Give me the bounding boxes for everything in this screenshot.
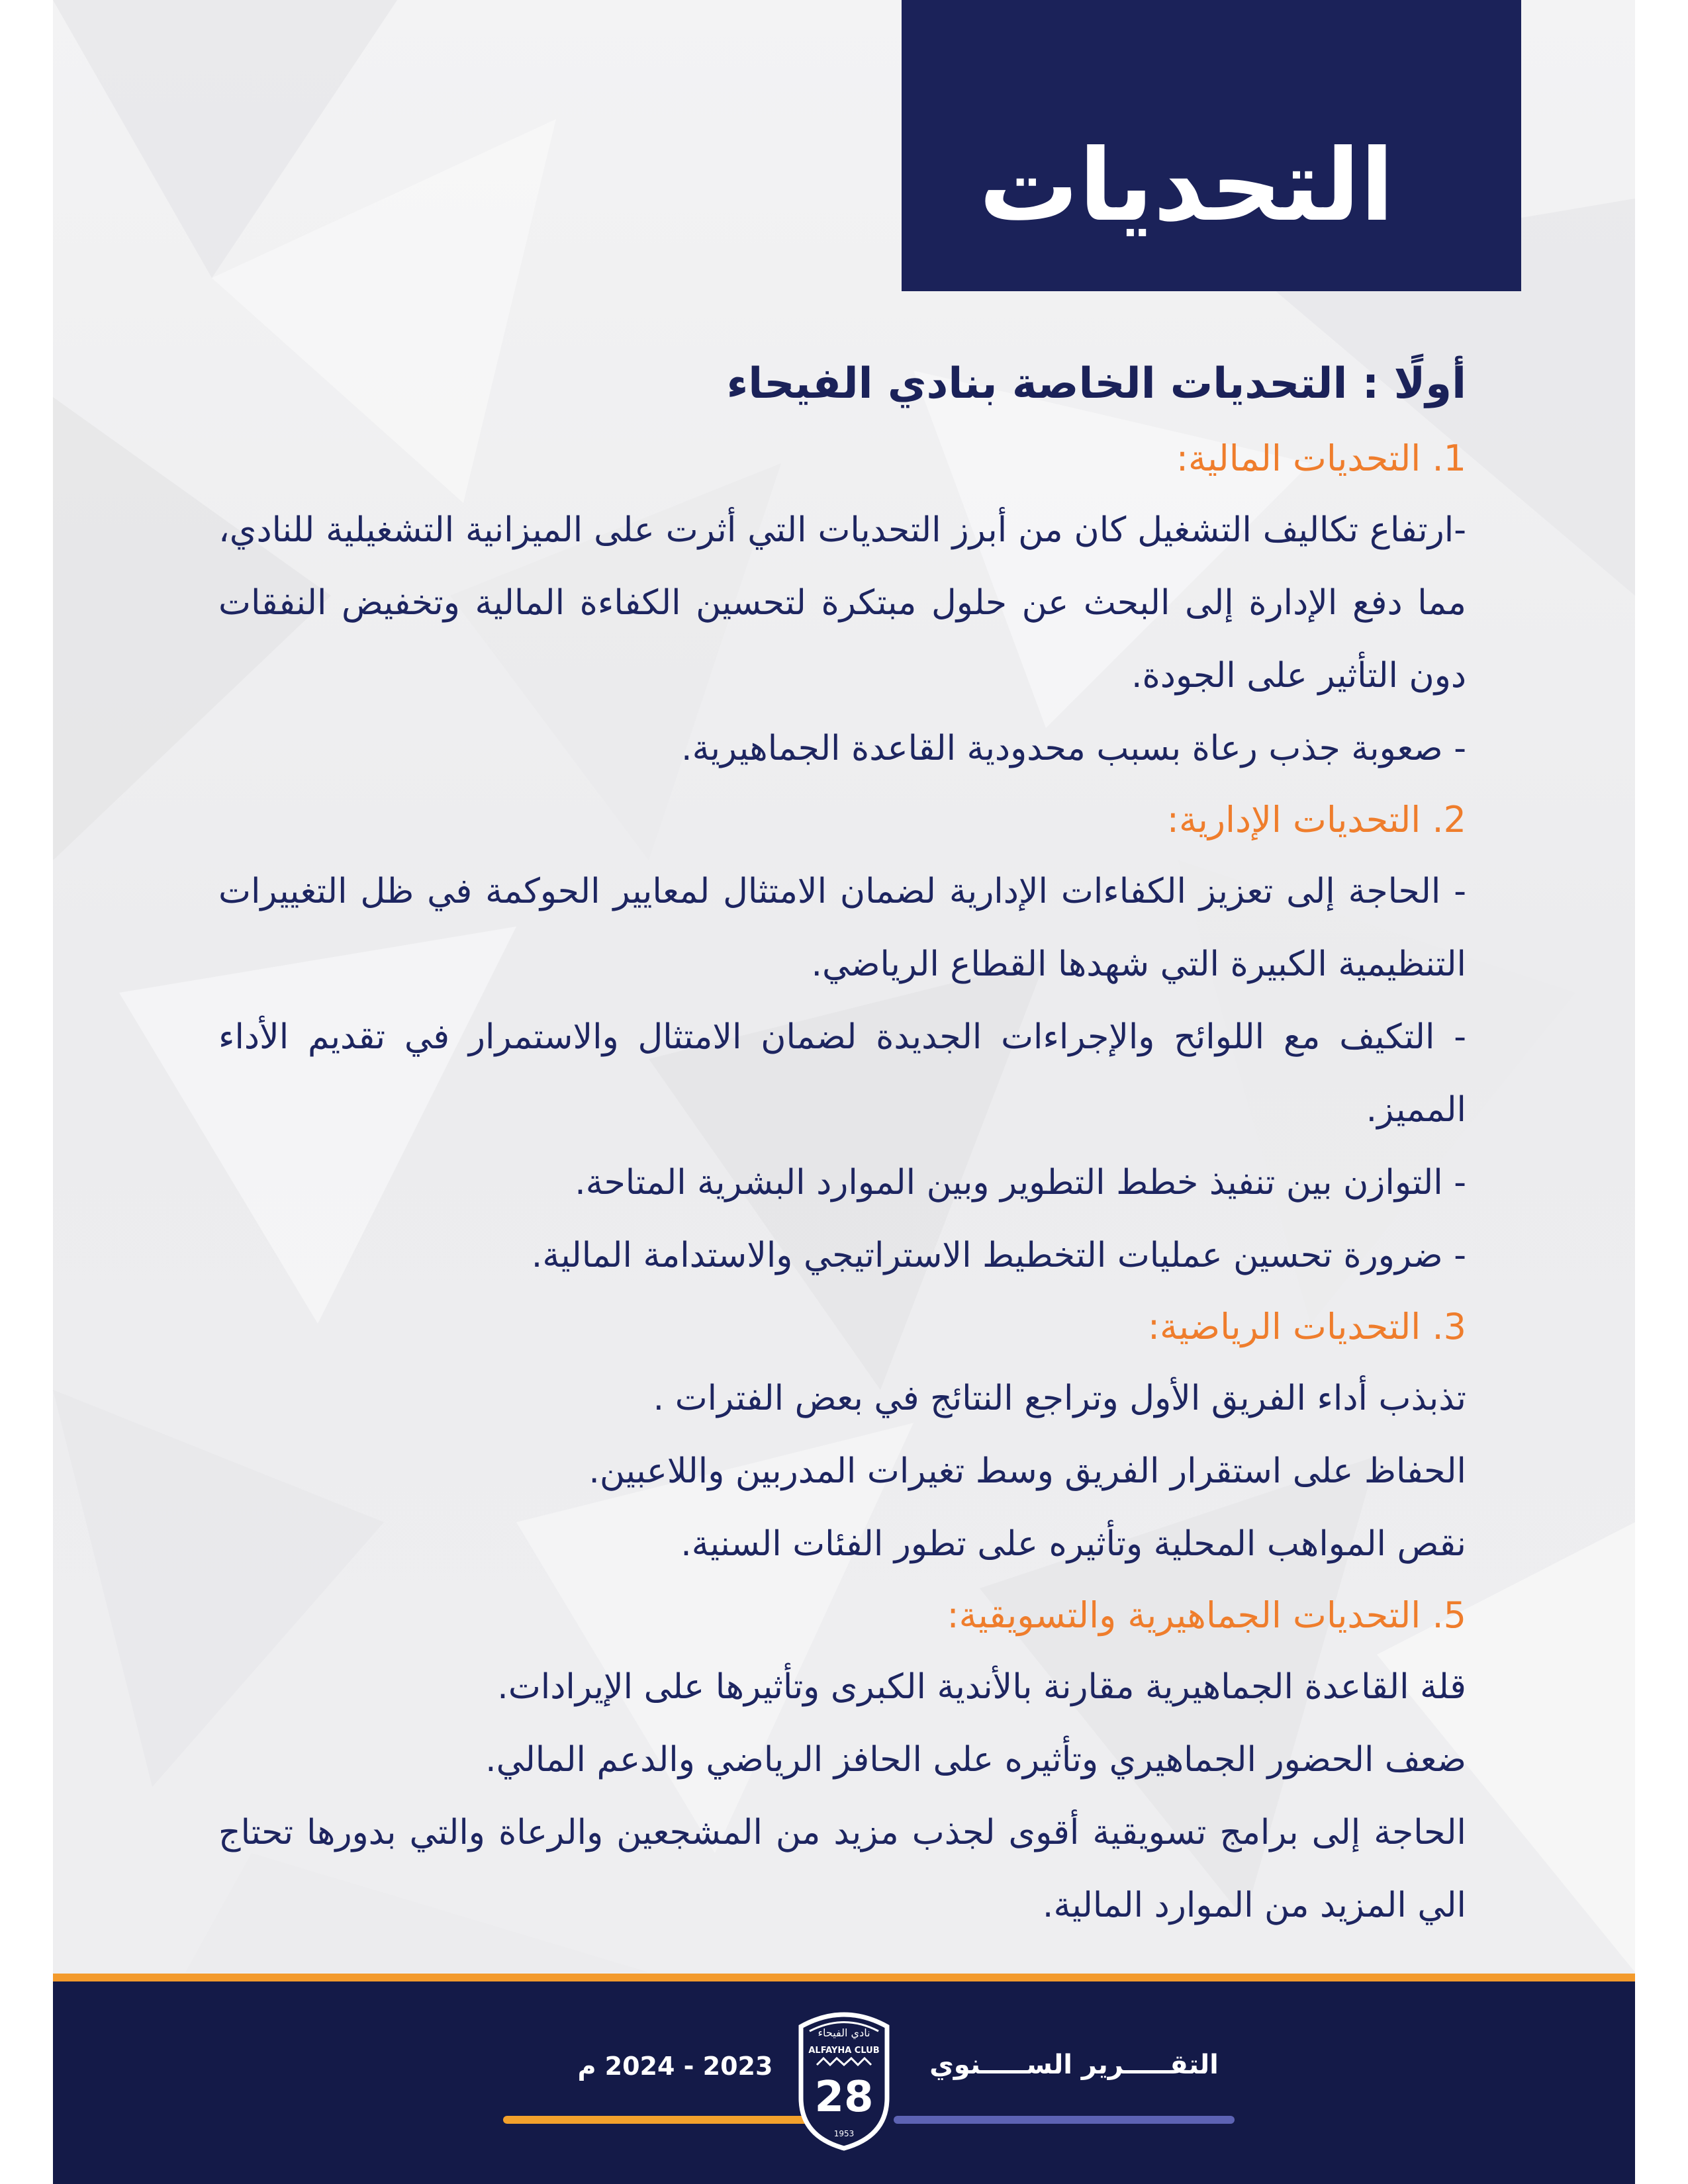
paragraph: قلة القاعدة الجماهيرية مقارنة بالأندية الكبرى وتأثيرها على الإيرادات.	[497, 1667, 1466, 1707]
fan-marketing-challenges-section	[218, 1580, 1466, 1942]
annual-report-label: التقـــــرير الســـــنوي	[929, 2050, 1219, 2080]
subsection-title: 1. التحديات المالية:	[1176, 437, 1466, 479]
paragraph: - الحاجة إلى تعزيز الكفاءات الإدارية لضمان الامتثال لمعايير الحوكمة في ظل التغييرات التنظيمية الكبيرة التي شهدها القطاع الرياضي.	[218, 872, 1466, 984]
paragraph: نقص المواهب المحلية وتأثيره على تطور الفئات السنية.	[680, 1524, 1466, 1564]
section-heading: أولًا : التحديات الخاصة بنادي الفيحاء	[726, 359, 1466, 408]
page-number: 28	[814, 2073, 874, 2122]
paragraph: ضعف الحضور الجماهيري وتأثيره على الحافز الرياضي والدعم المالي.	[485, 1740, 1466, 1780]
logo-arabic-text: نادي الفيحاء	[818, 2026, 870, 2039]
subsection-title: 3. التحديات الرياضية:	[1147, 1306, 1466, 1347]
report-year-range: 2023 - 2024 م	[577, 2052, 773, 2081]
financial-challenges-section	[218, 424, 1466, 785]
paragraph: الحفاظ على استقرار الفريق وسط تغيرات المدربين واللاعبين.	[588, 1451, 1466, 1491]
paragraph: -ارتفاع تكاليف التشغيل كان من أبرز التحديات التي أثرت على الميزانية التشغيلية للنادي، مما دفع الإدارة إلى البحث عن حلول مبتكرة لتحسين الكفاءة المالية وتخفيض النفقات دون التأثير على الجودة.	[218, 510, 1466, 696]
footer-accent-line	[53, 1974, 1635, 1981]
footer-blue-bar	[894, 2116, 1235, 2124]
paragraph: - صعوبة جذب رعاة بسبب محدودية القاعدة الجماهيرية.	[681, 729, 1466, 768]
subsection-title: 2. التحديات الإدارية:	[1166, 799, 1466, 841]
subsection-title: 5. التحديات الجماهيرية والتسويقية:	[947, 1594, 1466, 1636]
administrative-challenges-section	[218, 785, 1466, 1292]
page-footer	[53, 1974, 1635, 2184]
logo-year: 1953	[833, 2129, 855, 2138]
paragraph: تذبذب أداء الفريق الأول وتراجع النتائج في بعض الفترات .	[653, 1379, 1466, 1418]
paragraph: - ضرورة تحسين عمليات التخطيط الاستراتيجي والاستدامة المالية.	[531, 1236, 1466, 1275]
sports-challenges-section	[218, 1292, 1466, 1580]
title-banner	[902, 0, 1521, 291]
challenges-content	[218, 344, 1466, 1942]
paragraph: - التكيف مع اللوائح والإجراءات الجديدة لضمان الامتثال والاستمرار في تقديم الأداء المميز.	[218, 1017, 1466, 1130]
paragraph: الحاجة إلى برامج تسويقية أقوى لجذب مزيد من المشجعين والرعاة والتي بدورها تحتاج الي المزيد من الموارد المالية.	[218, 1813, 1466, 1925]
paragraph: - التوازن بين تنفيذ خطط التطوير وبين الموارد البشرية المتاحة.	[575, 1163, 1466, 1203]
page-title: التحديات	[978, 128, 1394, 244]
club-logo-icon	[786, 2001, 902, 2152]
logo-english-text: ALFAYHA CLUB	[808, 2046, 880, 2056]
